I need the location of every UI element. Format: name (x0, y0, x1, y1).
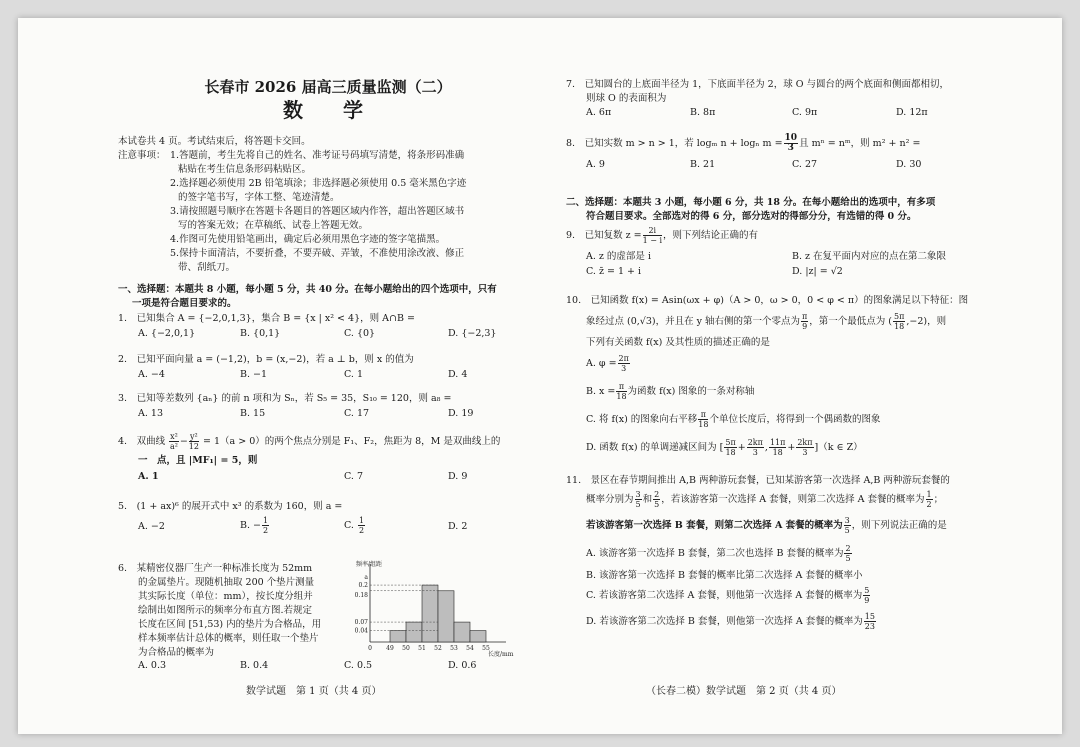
x-tick-label: 54 (466, 645, 474, 652)
question-10-option-d: D. 函数 f(x) 的单调递减区间为 [ $\frac{5\pi}{18}$ + $\frac{2k\pi}{3}$ , $\frac{11\pi}{18}$ + $\frac{2k\pi}{3}$ ]（k ∈ Z） (586, 438, 863, 457)
question-4-option-c: C. 7 (344, 471, 364, 482)
question-11-line1: 11. 景区在春节期间推出 A,B 两种游玩套餐，已知某游客第一次选择 A,B 两种游玩套餐的 (566, 475, 950, 486)
question-11-line2: 概率分别为 $\frac{3}{5}$ 和 $\frac{2}{5}$ ，若该游客第一次选择 A 套餐，则第二次选择 A 套餐的概率为 $\frac{1}{2}$ ； (586, 490, 944, 509)
frequency-histogram (340, 558, 514, 658)
exam-subject: 数 学 (283, 98, 373, 122)
histogram-bar (390, 631, 406, 642)
question-10-line2: 象经过点 (0,√3)，并且在 y 轴右侧的第一个零点为 $\frac{\pi}{9}$ ，第一个最低点为 ( $\frac{5\pi}{18}$ ,−2)，则 (586, 312, 947, 331)
question-6-line: 其实际长度（单位：mm），按长度分组并 (138, 591, 313, 602)
question-3-option-c: C. 17 (344, 408, 370, 419)
question-10-line1: 10. 已知函数 f(x) = Asin(ωx + φ)（A > 0，ω > 0，0 < φ < π）的图象满足以下特征：图 (566, 295, 969, 306)
question-5-stem: 5. (1 + ax)⁶ 的展开式中 x³ 的系数为 160，则 a = (118, 501, 343, 512)
question-6-line: 长度在区间 [51,53) 内的垫片为合格品，用 (138, 619, 322, 630)
question-3-stem: 3. 已知等差数列 {aₙ} 的前 n 项和为 Sₙ，若 S₅ = 35，S₁₀ = 120，则 a₈ = (118, 393, 452, 404)
note-line: 2.选择题必须使用 2B 铅笔填涂；非选择题必须使用 0.5 毫米黑色字迹 (170, 178, 467, 189)
question-5-option-a: A. −2 (138, 521, 165, 532)
question-2-option-c: C. 1 (344, 369, 364, 380)
question-2-option-a: A. −4 (138, 369, 165, 380)
footer-right: （长春二模）数学试题 第 2 页（共 4 页） (646, 686, 842, 697)
question-1-option-a: A. {−2,0,1} (138, 328, 196, 339)
question-7-line2: 则球 O 的表面积为 (586, 93, 667, 104)
question-6-option-a: A. 0.3 (138, 660, 167, 671)
section2-header-2: 符合题目要求。全部选对的得 6 分，部分选对的得部分分，有选错的得 0 分。 (586, 211, 917, 222)
question-6-line: 的金属垫片。现随机抽取 200 个垫片测量 (138, 577, 315, 588)
question-3-option-b: B. 15 (240, 408, 266, 419)
question-5-option-b: B. − $\frac{1}{2}$ (240, 516, 269, 535)
note-line: 写的答案无效；在草稿纸、试卷上答题无效。 (178, 220, 369, 231)
note-line: 带、刮纸刀。 (178, 262, 236, 273)
question-4-option-d: D. 9 (448, 471, 468, 482)
x-tick-label: 51 (418, 645, 426, 652)
question-11-option-a: A. 该游客第一次选择 B 套餐，第二次也选择 B 套餐的概率为 $\frac{2}{5}$ (586, 544, 851, 563)
y-axis-label: 频率/组距 (356, 561, 383, 568)
histogram-bar (406, 622, 422, 642)
x-tick-label: 52 (434, 645, 442, 652)
question-2-option-b: B. −1 (240, 369, 268, 380)
note-line: 4.作图可先使用铅笔画出，确定后必须用黑色字迹的签字笔描黑。 (170, 234, 446, 245)
note-line: 3.请按照题号顺序在答题卡各题目的答题区域内作答，超出答题区域书 (170, 206, 465, 217)
question-2-stem: 2. 已知平面向量 a = (−1,2)，b = (x,−2)，若 a ⊥ b，则 x 的值为 (118, 354, 414, 365)
question-11-line3: 若该游客第一次选择 B 套餐，则第二次选择 A 套餐的概率为 $\frac{3}{5}$ ，则下列说法正确的是 (586, 516, 947, 535)
question-3-option-a: A. 13 (138, 408, 163, 419)
question-1-option-c: C. {0} (344, 328, 376, 339)
question-10-option-a: A. φ = $\frac{2\pi}{3}$ (586, 354, 629, 373)
question-1-option-d: D. {−2,3} (448, 328, 497, 339)
footer-left: 数学试题 第 1 页（共 4 页） (246, 686, 382, 697)
y-tick-label: 0.18 (354, 591, 368, 599)
question-6-line: 样本频率估计总体的概率，则任取一个垫片 (138, 633, 319, 644)
question-1-option-b: B. {0,1} (240, 328, 281, 339)
y-tick-label: 0.2 (358, 582, 368, 590)
question-4-line2: 一 点，且 |MF₁| = 5，则 (138, 455, 258, 466)
question-8-stem: 8. 已知实数 m > n > 1，若 logₘ n + logₙ m = $\frac{10}{3}$ 且 mⁿ = nᵐ，则 m² + n² = (566, 133, 921, 153)
section1-header-2: 一项是符合题目要求的。 (132, 298, 237, 309)
section2-header: 二、选择题：本题共 3 小题，每小题 6 分，共 18 分。在每小题给出的选项中，有多项 (566, 197, 936, 208)
note-line: 的签字笔书写，字体工整、笔迹清楚。 (178, 192, 340, 203)
question-8-option-a: A. 9 (586, 159, 605, 170)
question-7-option-c: C. 9π (792, 107, 818, 118)
question-4-stem: 4. 双曲线 $\frac{\text{x²}}{\text{a²}}$ − $\frac{\text{y²}}{12}$ = 1（a > 0）的两个焦点分别是 F₁、F₂，焦距为 8，M 是双曲线上的 (118, 432, 501, 451)
y-tick-label: 0.04 (354, 627, 368, 635)
question-5-option-c: C. $\frac{1}{2}$ (344, 516, 365, 535)
question-5-option-d: D. 2 (448, 521, 468, 532)
fraction: $\frac{\text{x²}}{\text{a²}}$ (169, 432, 178, 451)
question-9-option-b: B. z 在复平面内对应的点在第二象限 (792, 251, 947, 262)
question-1-stem: 1. 已知集合 A = {−2,0,1,3}，集合 B = {x | x² < 4}，则 A∩B = (118, 313, 415, 324)
histogram-bar (470, 631, 486, 642)
x-axis-label: 长度/mm (488, 651, 514, 658)
question-2-option-d: D. 4 (448, 369, 468, 380)
question-9-option-d: D. |z| = √2 (792, 266, 843, 277)
question-7-option-d: D. 12π (896, 107, 928, 118)
question-11-option-b: B. 该游客第一次选择 B 套餐的概率比第二次选择 A 套餐的概率小 (586, 570, 863, 581)
question-7-option-a: A. 6π (586, 107, 612, 118)
x-tick-label: 49 (386, 645, 394, 652)
question-11-option-c: C. 若该游客第二次选择 A 套餐，则他第一次选择 A 套餐的概率为 $\frac{5}{9}$ (586, 586, 870, 605)
question-7-option-b: B. 8π (690, 107, 716, 118)
x-tick-label: 50 (402, 645, 410, 652)
x-tick-label: 55 (482, 645, 490, 652)
note-line: 粘贴在考生信息条形码粘贴区。 (178, 164, 312, 175)
question-6-option-d: D. 0.6 (448, 660, 477, 671)
notes-label: 注意事项： (118, 150, 166, 161)
question-6-line: 为合格品的概率为 (138, 647, 215, 658)
question-4-option-a: A. 1 (138, 471, 159, 482)
histogram-bar (422, 585, 438, 642)
question-8-option-b: B. 21 (690, 159, 716, 170)
x-tick-label: 0 (368, 645, 372, 652)
question-6-option-c: C. 0.5 (344, 660, 373, 671)
x-tick-label: 53 (450, 645, 458, 652)
unknown-a-label: a (364, 574, 368, 582)
histogram-bar (454, 622, 470, 642)
question-6-option-b: B. 0.4 (240, 660, 269, 671)
question-8-option-c: C. 27 (792, 159, 818, 170)
question-6-line: 6. 某精密仪器厂生产一种标准长度为 52mm (118, 563, 313, 574)
exam-title: 长春市 2026 届高三质量监测（二） (204, 78, 452, 96)
question-10-option-c: C. 将 f(x) 的图象向右平移 $\frac{\pi}{18}$ 个单位长度后，将得到一个偶函数的图象 (586, 410, 881, 429)
histogram-bar (438, 591, 454, 642)
fraction: $\frac{\text{y²}}{12}$ (188, 432, 199, 451)
question-7-line1: 7. 已知圆台的上底面半径为 1，下底面半径为 2，球 O 与圆台的两个底面和侧面都相切， (566, 79, 950, 90)
note-line: 5.保持卡面清洁，不要折叠，不要弄破、弄皱，不准使用涂改液、修正 (170, 248, 465, 259)
y-tick-label: 0.07 (354, 619, 368, 627)
exam-intro: 本试卷共 4 页。考试结束后，将答题卡交回。 (118, 136, 311, 147)
note-line: 1.答题前，考生先将自己的姓名、准考证号码填写清楚，将条形码准确 (170, 150, 465, 161)
question-9-option-a: A. z 的虚部是 i (586, 251, 651, 262)
question-6-line: 绘制出如图所示的频率分布直方图.若规定 (138, 605, 313, 616)
question-9-option-c: C. z̄ = 1 + i (586, 266, 642, 277)
exam-sheet (18, 18, 1062, 734)
question-11-option-d: D. 若该游客第二次选择 B 套餐，则他第一次选择 A 套餐的概率为 $\frac{15}{23}$ (586, 612, 875, 631)
question-10-line3: 下列有关函数 f(x) 及其性质的描述正确的是 (586, 337, 770, 348)
section1-header: 一、选择题：本题共 8 小题，每小题 5 分，共 40 分。在每小题给出的四个选项中，只有 (118, 284, 497, 295)
question-8-option-d: D. 30 (896, 159, 922, 170)
question-3-option-d: D. 19 (448, 408, 474, 419)
question-9-stem: 9. 已知复数 z = $\frac{2i}{1 - i}$ ，则下列结论正确的有 (566, 226, 759, 245)
question-10-option-b: B. x = $\frac{\pi}{18}$ 为函数 f(x) 图象的一条对称轴 (586, 382, 755, 401)
